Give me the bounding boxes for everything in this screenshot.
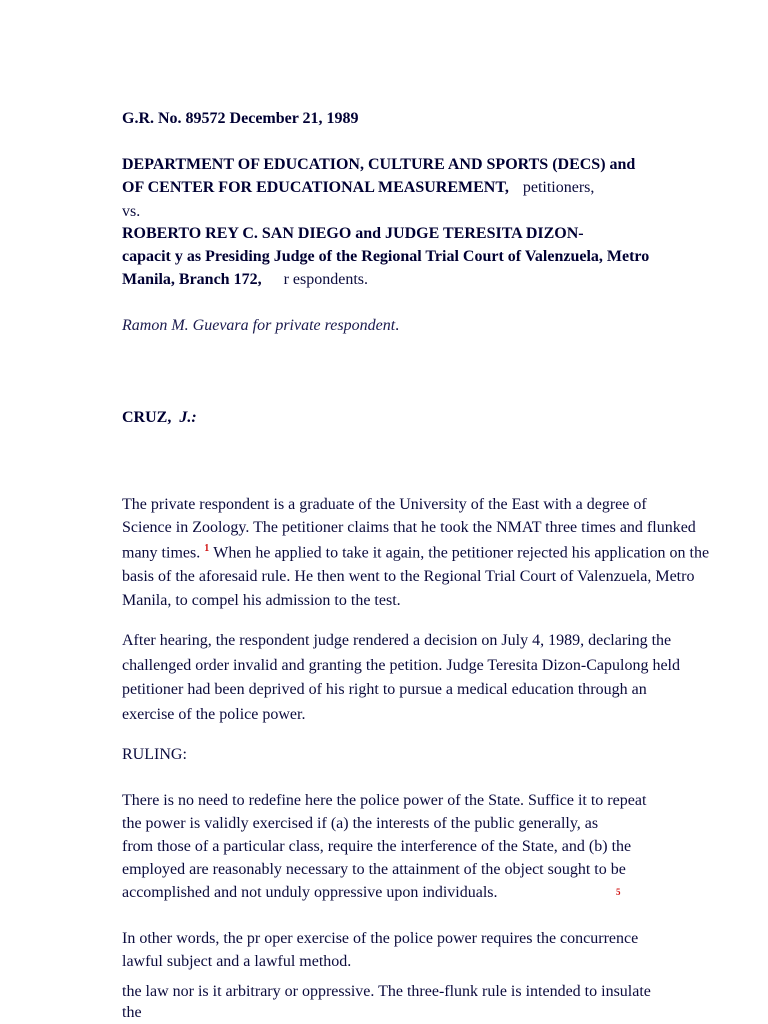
footnote-ref-5[interactable]: 5: [616, 887, 621, 897]
respondents-line-1: ROBERTO REY C. SAN DIEGO and JUDGE TERESITA DIZON-: [122, 225, 584, 242]
ponente-name: CRUZ,: [122, 409, 172, 426]
p4-line-1: In other words, the pr oper exercise of the police power requires the concurrence: [122, 930, 639, 947]
respondents-line-2: capacit y as Presiding Judge of the Regional Trial Court of Valenzuela, Metro: [122, 248, 650, 265]
p1-line-2: Science in Zoology. The petitioner claims that he took the NMAT three times and flunked: [122, 519, 696, 536]
p3-line-4: employed are reasonably necessary to the attainment of the object sought to be: [122, 861, 626, 878]
p2-line-1: After hearing, the respondent judge rendered a decision on July 4, 1989, declaring the: [122, 632, 672, 649]
p2-line-3: petitioner had been deprived of his right to pursue a medical education through an: [122, 681, 647, 698]
respondents-role: r espondents.: [283, 271, 368, 288]
p3-line-3: from those of a particular class, require the interference of the State, and (b) the: [122, 838, 632, 855]
p2-line-2: challenged order invalid and granting the petition. Judge Teresita Dizon-Capulong held: [122, 657, 680, 674]
p3-line-1: There is no need to redefine here the police power of the State. Suffice it to repeat: [122, 792, 647, 809]
versus-label: vs.: [122, 203, 141, 220]
p1-line-5: Manila, to compel his admission to the test.: [122, 592, 401, 609]
p5-line-1: the law nor is it arbitrary or oppressive. The three-flunk rule is intended to insulate: [122, 983, 651, 1000]
petitioners-line-1: DEPARTMENT OF EDUCATION, CULTURE AND SPORTS (DECS) and: [122, 156, 636, 173]
ponente-title: J.:: [179, 409, 197, 426]
p5-line-2: the: [122, 1004, 142, 1021]
p4-line-2: lawful subject and a lawful method.: [122, 953, 352, 970]
case-citation: G.R. No. 89572 December 21, 1989: [122, 110, 359, 127]
petitioners-role: petitioners,: [522, 179, 595, 196]
p1-line-3a: many times.: [122, 544, 201, 562]
petitioners-line-2: [122, 179, 594, 197]
p2-line-4: exercise of the police power.: [122, 706, 306, 723]
respondents-line-3: [122, 271, 368, 289]
ponente-line: [122, 409, 197, 427]
p1-line-1: The private respondent is a graduate of the University of the East with a degree of: [122, 496, 647, 513]
counsel-text: Ramon M. Guevara for private respondent: [122, 317, 396, 334]
respondents-branch: Manila, Branch 172,: [122, 271, 262, 288]
p1-line-3: [122, 543, 709, 562]
p1-line-4: basis of the aforesaid rule. He then went to the Regional Trial Court of Valenzuela, Metro: [122, 568, 695, 585]
counsel-line: [122, 317, 399, 335]
ruling-heading: RULING:: [122, 746, 187, 763]
footnote-ref-1[interactable]: 1: [204, 543, 210, 554]
p3-line-5: accomplished and not unduly oppressive upon individuals.: [122, 884, 498, 901]
p3-line-2: the power is validly exercised if (a) the interests of the public generally, as: [122, 815, 599, 832]
p1-line-3b: When he applied to take it again, the petitioner rejected his application on the: [213, 544, 710, 562]
counsel-period: .: [395, 317, 400, 334]
petitioners-name: OF CENTER FOR EDUCATIONAL MEASUREMENT,: [122, 179, 509, 196]
